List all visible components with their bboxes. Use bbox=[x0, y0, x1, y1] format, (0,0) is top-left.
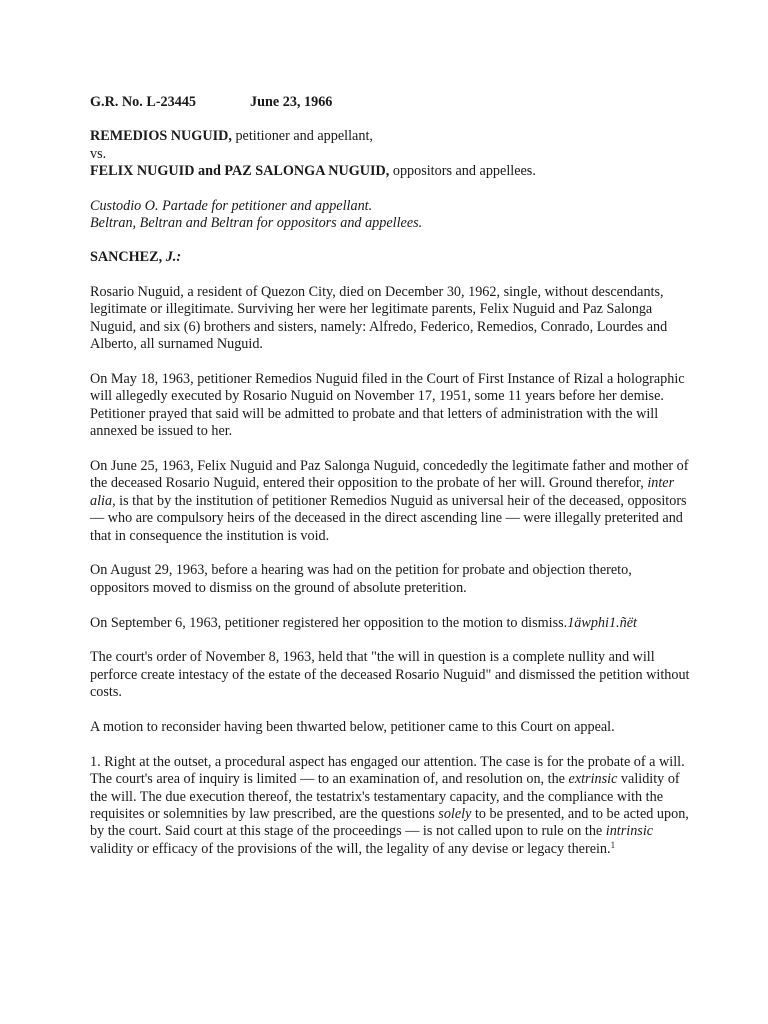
paragraph-7: A motion to reconsider having been thwarted below, petitioner came to this Court on appeal. bbox=[90, 718, 615, 735]
paragraph-8-emphasis-1: extrinsic bbox=[568, 771, 618, 788]
case-date: June 23, 1966 bbox=[250, 94, 333, 110]
paragraph-3-text-b: , is that by the institution of petitioner Remedios Nuguid as universal heir of the deceased, oppositors — who are compulsory heirs of the deceased in the direct ascending line — were illegally preterited and that in consequence the institution is void. bbox=[90, 492, 687, 544]
petitioner-role: petitioner and appellant, bbox=[231, 128, 373, 145]
counsel-block bbox=[90, 198, 690, 233]
oppositors-names: FELIX NUGUID and PAZ SALONGA NUGUID, bbox=[90, 163, 390, 180]
paragraph-5-watermark: 1äwphi1.ñët bbox=[567, 614, 637, 631]
paragraph-8-text-c: to be presented, and to be acted upon, by the court. Said court at this stage of the proceedings — is not called upon to rule on the bbox=[90, 805, 689, 840]
paragraph-8-emphasis-2: solely bbox=[438, 805, 472, 822]
decision-document bbox=[90, 94, 690, 876]
paragraph-3-text-a: On June 25, 1963, Felix Nuguid and Paz Salonga Nuguid, concededly the legitimate father and mother of the deceased Rosario Nuguid, entered their opposition to the probate of her will. Ground therefor, bbox=[90, 457, 689, 492]
footnote-reference[interactable]: 1 bbox=[610, 839, 616, 850]
paragraph-8 bbox=[90, 754, 690, 858]
counsel-petitioner: Custodio O. Partade for petitioner and appellant. bbox=[90, 197, 373, 214]
oppositors-line bbox=[90, 163, 690, 180]
petitioner-line bbox=[90, 128, 690, 145]
counsel-oppositors: Beltran, Beltran and Beltran for oppositors and appellees. bbox=[90, 215, 423, 232]
paragraph-5-text: On September 6, 1963, petitioner registered her opposition to the motion to dismiss. bbox=[90, 614, 568, 631]
paragraph-8-emphasis-3: intrinsic bbox=[605, 823, 654, 840]
paragraph-8-text-b: validity of the will. The due execution thereof, the testatrix's testamentary capacity, and the compliance with the requisites or solemnities by law prescribed, are the questions bbox=[90, 771, 680, 822]
oppositors-role: oppositors and appellees. bbox=[389, 163, 536, 180]
ponente bbox=[90, 249, 690, 266]
paragraph-3-emphasis: inter alia bbox=[90, 475, 675, 509]
petitioner-name: REMEDIOS NUGUID, bbox=[90, 128, 232, 145]
paragraph-2: On May 18, 1963, petitioner Remedios Nuguid filed in the Court of First Instance of Rizal a holographic will allegedly executed by Rosario Nuguid on November 17, 1951, some 11 years before her demise. Petitioner prayed that said will be admitted to probate and that letters of administration with the will annexed be issued to her. bbox=[90, 370, 685, 440]
paragraph-1: Rosario Nuguid, a resident of Quezon City, died on December 30, 1962, single, without descendants, legitimate or illegitimate. Surviving her were her legitimate parents, Felix Nuguid and Paz Salonga Nuguid, and six (6) brothers and sisters, namely: Alfredo, Federico, Remedios, Conrado, Lourdes and Alberto, all surnamed Nuguid. bbox=[90, 283, 668, 353]
case-header bbox=[90, 94, 690, 111]
paragraph-4: On August 29, 1963, before a hearing was had on the petition for probate and objection thereto, oppositors moved to dismiss on the ground of absolute preterition. bbox=[90, 562, 632, 596]
paragraph-5 bbox=[90, 615, 690, 632]
paragraph-6: The court's order of November 8, 1963, held that "the will in question is a complete nullity and will perforce create intestacy of the estate of the deceased Rosario Nuguid" and dismissed the petition without costs. bbox=[90, 649, 690, 701]
versus-line: vs. bbox=[90, 145, 107, 162]
ponente-name: SANCHEZ, bbox=[90, 249, 166, 266]
paragraph-8-text-d: validity or efficacy of the provisions of the will, the legality of any devise or legacy therein. bbox=[90, 840, 611, 857]
paragraph-8-text-a: 1. Right at the outset, a procedural aspect has engaged our attention. The case is for the probate of a will. The court's area of inquiry is limited — to an examination of, and resolution on, the bbox=[90, 753, 685, 788]
paragraph-3 bbox=[90, 458, 690, 545]
case-number: G.R. No. L-23445 bbox=[90, 94, 197, 110]
ponente-title: J.: bbox=[165, 249, 182, 266]
parties-block bbox=[90, 128, 690, 180]
